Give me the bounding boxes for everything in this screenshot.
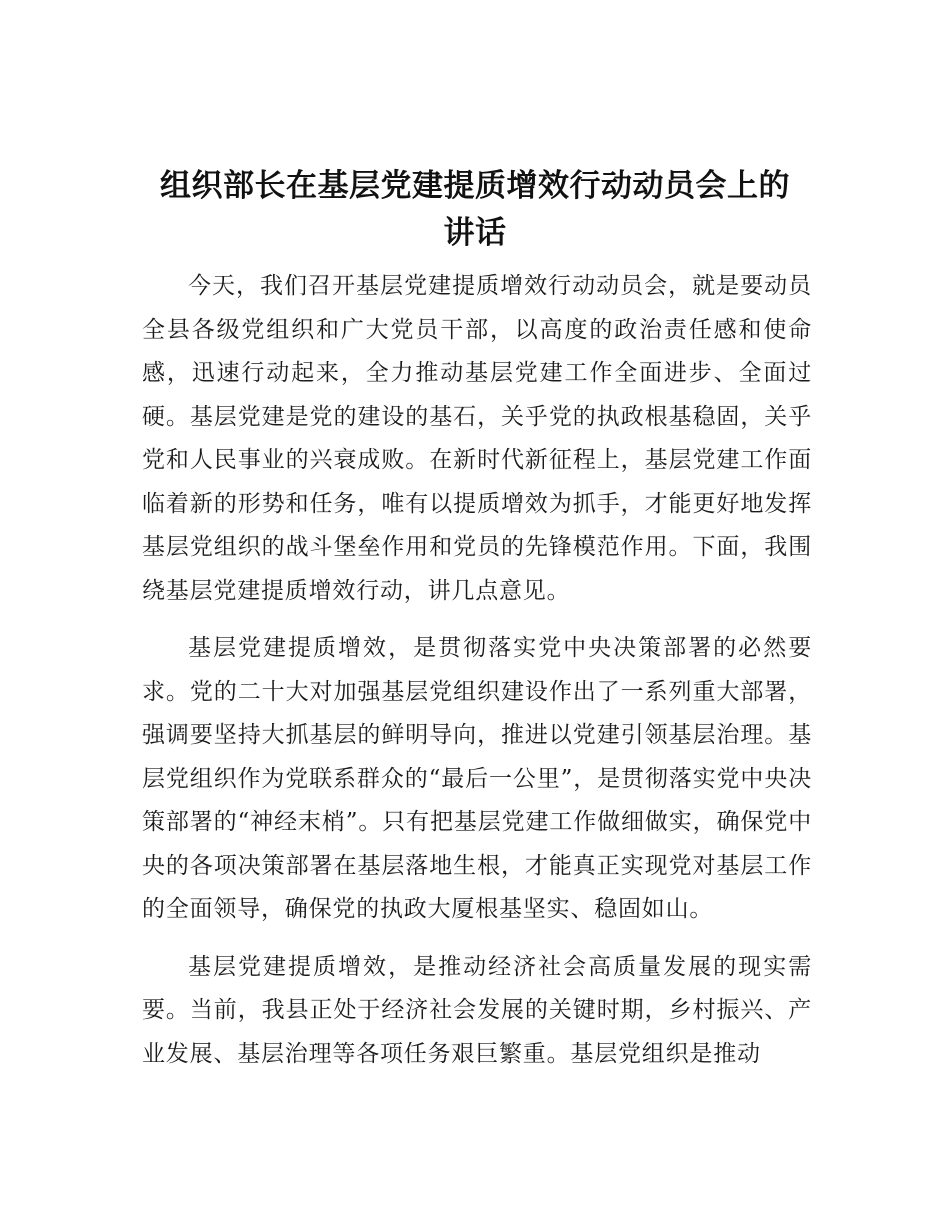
paragraph: 今天，我们召开基层党建提质增效行动动员会，就是要动员全县各级党组织和广大党员干部，以高度的政治责任感和使命感，迅速行动起来，全力推动基层党建工作全面进步、全面过硬。基层党建是党的建设的基石，关乎党的执政根基稳固，关乎党和人民事业的兴衰成败。在新时代新征程上，基层党建工作面临着新的形势和任务，唯有以提质增效为抓手，才能更好地发挥基层党组织的战斗堡垒作用和党员的先锋模范作用。下面，我围绕基层党建提质增效行动，讲几点意见。 [142, 273, 812, 604]
paragraph: 基层党建提质增效，是推动经济社会高质量发展的现实需要。当前，我县正处于经济社会发展的关键时期，乡村振兴、产业发展、基层治理等各项任务艰巨繁重。基层党组织是推动 [142, 953, 812, 1067]
title-line-2: 讲话 [443, 215, 507, 251]
title-line-1: 组织部长在基层党建提质增效行动动员会上的 [160, 168, 790, 204]
document-body [142, 265, 812, 1090]
document-title [140, 163, 810, 257]
paragraph: 基层党建提质增效，是贯彻落实党中央决策部署的必然要求。党的二十大对加强基层党组织建设作出了一系列重大部署，强调要坚持大抓基层的鲜明导向，推进以党建引领基层治理。基层党组织作为党联系群众的“最后一公里”，是贯彻落实党中央决策部署的“神经末梢”。只有把基层党建工作做细做实，确保党中央的各项决策部署在基层落地生根，才能真正实现党对基层工作的全面领导，确保党的执政大厦根基坚实、稳固如山。 [142, 635, 812, 922]
